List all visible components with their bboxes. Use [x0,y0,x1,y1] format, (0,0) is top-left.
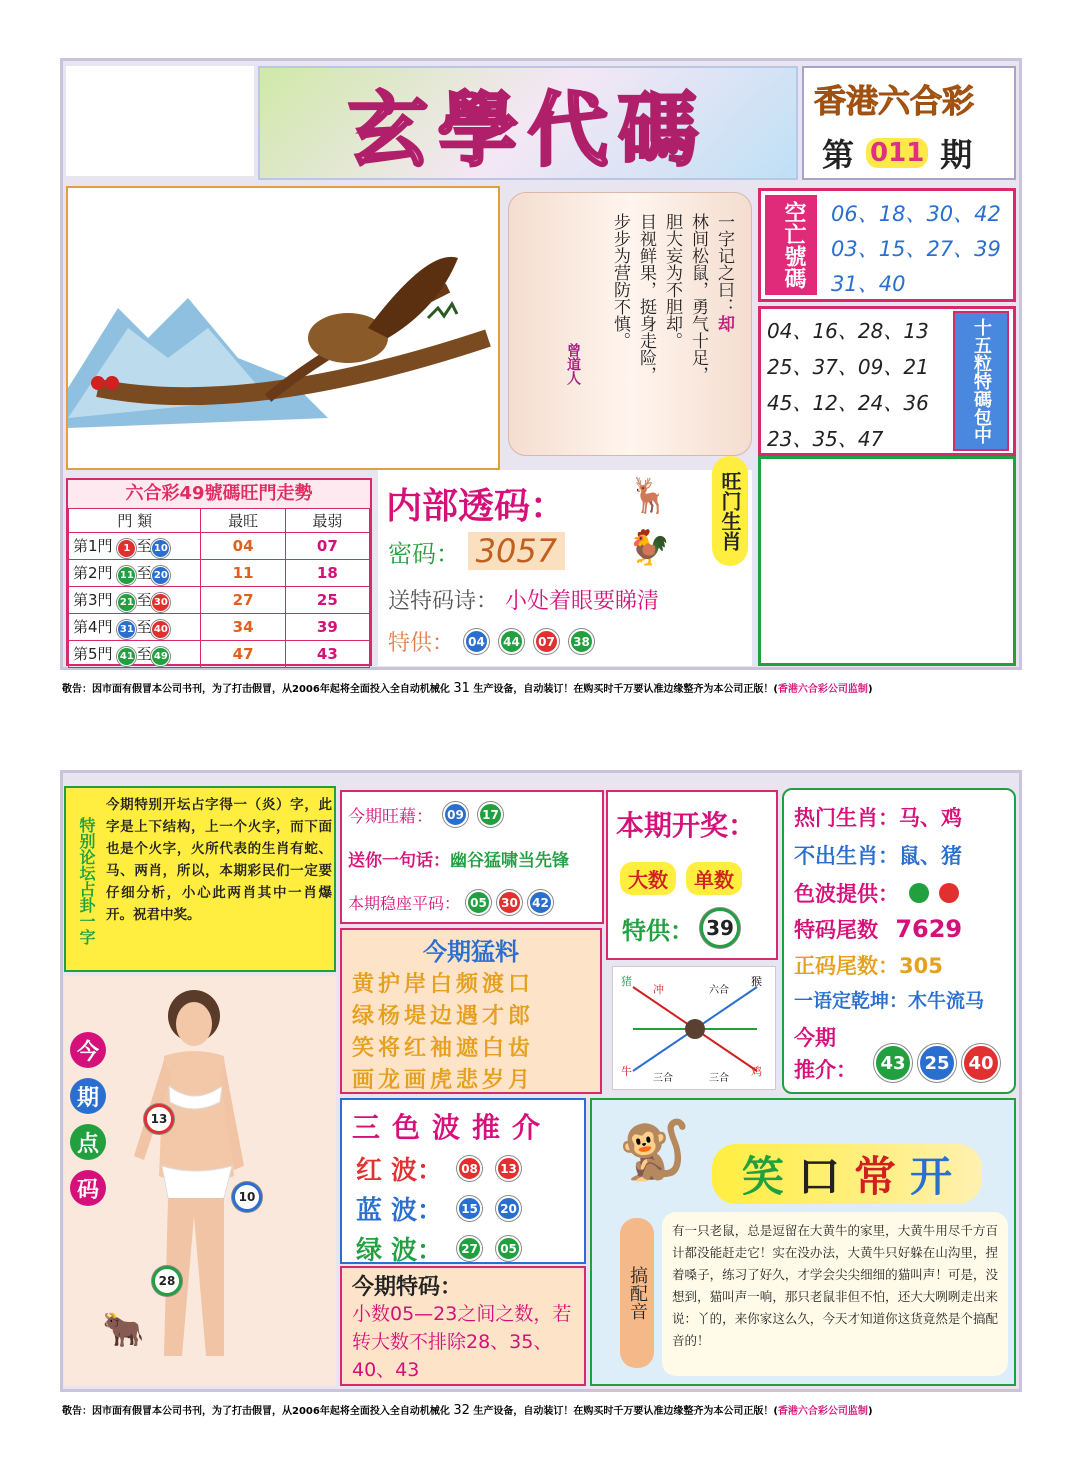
door-best: 34 [201,614,285,641]
forum-label: 特别论坛占卦一字 [77,817,96,945]
door-best: 11 [201,560,285,587]
footer-notice-31: 敬告：因市面有假冒本公司书刊，为了打击假冒，从2006年起将全面投入全自动机械化 31 生产设备，自动装订！在购买时千万要认准边缘整齐为本公司正版！(香港六合彩公司监制) [62,681,873,696]
door-from-ball: 21 [117,593,136,612]
issue-number: 第 011 期 [822,136,973,174]
special-code-text: 小数05—23之间之数，若转大数不排除28、35、40、43 [352,1303,572,1381]
fierce-title: 今期猛料 [423,938,519,966]
recommend-label: 今期 推介： [794,1026,857,1082]
pick-ball: 10 [232,1182,262,1212]
deer-icon: 🦌 [628,476,671,516]
pick-ball: 13 [144,1104,174,1134]
door-from-ball: 1 [117,539,136,558]
door-table: 門 類 最旺 最弱 第1門 1 至 10 04 07 第2門 11 至 20 11 18 第3門 21 至 30 27 25 第4門 31 至 40 34 39 第5門 41 至 49 47 43 [68,508,370,668]
wang-row: 今期旺藉： 09 17 [348,802,503,827]
empty-numbers-box [758,188,1016,302]
blue-wave-ball: 15 [457,1196,482,1221]
special-row: 特供： 04 44 07 38 [388,626,594,657]
draw-special-ball: 39 [700,908,740,948]
green-wave-ball: 27 [457,1236,482,1261]
door-worst: 25 [285,587,369,614]
secret-code: 3057 [468,532,565,570]
door-table-title: 六合彩49號碼旺門走勢 [68,480,370,508]
footer-notice-32: 敬告：因市面有假冒本公司书刊，为了打击假冒，从2006年起将全面投入全自动机械化 32 生产设备，自动装订！在购买时千万要认准边缘整齐为本公司正版！(香港六合彩公司监制) [62,1403,873,1418]
joke-label: 搞配音 [620,1218,654,1368]
door-best: 04 [201,533,285,560]
door-name: 第2門 [73,563,113,582]
inside-code-box [378,470,752,666]
empty-numbers-list: 06、18、30、42 03、15、27、39 31、40 [831,202,1001,296]
door-to-ball: 49 [151,647,170,666]
door-table-row: 第4門 31 至 40 34 39 [69,614,370,641]
secret-row: 密码： 3057 [388,532,565,570]
door-from-ball: 41 [117,647,136,666]
special-ball: 04 [464,629,489,654]
page-number: 31 [453,681,470,696]
door-name: 第4門 [73,617,113,636]
compass-diagram [612,966,776,1090]
recommend-balls [874,1044,1000,1082]
door-name: 第1門 [73,536,113,555]
draw-tags: 大数 单数 [620,862,742,895]
model-photo-area [64,976,336,1386]
forum-text: 今期特别开坛占字得一（炎）字，此字是上下结构，上一个火字，而下面也是个火字，火所代表的生肖有蛇、马、两肖，所以，本期彩民们一定要仔细分析，小心此两肖其中一肖爆开。祝君中奖。 [106,797,332,923]
fifteen-numbers-list: 04、16、28、13 25、37、09、21 45、12、24、36 23、35、47 [767,319,929,451]
door-worst: 18 [285,560,369,587]
door-worst: 39 [285,614,369,641]
door-from-ball: 11 [117,566,136,585]
door-table-row: 第5門 41 至 49 47 43 [69,641,370,668]
compass-label: 六合 [709,985,729,996]
page-number: 32 [453,1403,470,1418]
special-ball: 44 [499,629,524,654]
three-color-box [340,1098,586,1264]
monkey-icon: 🐒 [618,1116,691,1184]
tips-box [340,790,604,924]
send-poem-row: 送特码诗： 小处着眼要睇清 [388,589,660,614]
compass-label: 猴 [751,975,762,988]
door-best: 47 [201,641,285,668]
smile-box [590,1098,1016,1386]
ox-icon: 🐂 [102,1310,145,1350]
door-table-row: 第1門 1 至 10 04 07 [69,533,370,560]
green-wave-row: 绿 波： 27 05 [356,1230,521,1267]
door-to-ball: 10 [151,539,170,558]
phrase-row: 送你一句话：幽谷猛啸当先锋 [348,851,569,871]
poem-seal: 曾道人 [565,343,581,385]
inside-code-title: 内部透码： [386,486,567,527]
red-wave-ball: 13 [496,1156,521,1181]
poem-scroll [508,192,752,456]
pick-ball: 28 [152,1266,182,1296]
squirrel-drawing [68,188,498,468]
smile-title: 笑 口 常 开 [712,1144,982,1204]
door-name: 第5門 [73,644,113,663]
brand-name: 香港六合彩 [814,82,975,120]
info-box [782,788,1016,1094]
door-to-ball: 30 [151,593,170,612]
recommend-ball: 43 [874,1044,912,1082]
compass-label: 牛 [621,1065,632,1078]
red-dot-icon [939,883,959,903]
compass-label: 三合 [709,1073,729,1084]
fifteen-numbers-box [758,306,1016,456]
header-blank-box [66,66,254,176]
flat-ball: 30 [497,890,522,915]
wave-row: 色波提供： [794,878,959,908]
flat-row: 本期稳座平码： 05 30 42 [348,890,553,915]
compass-label: 三合 [653,1073,673,1084]
hot-zodiac-row: 热门生肖：马、鸡 [794,806,962,830]
joke-text: 有一只老鼠，总是逗留在大黄牛的家里，大黄牛用尽千方百计都没能赶走它！实在没办法，大黄牛只好躲在山沟里，捏着嗓子，练习了好久，才学会尖尖细细的猫叫声！可是，没想到，猫叫声一响，那只老鼠非但不怕，还大大咧咧走出来说：丫的，来你家这么久，今天才知道你这货竟然是个搞配音的！ [662,1212,1008,1376]
draw-box [606,790,778,960]
miss-zodiac-row: 不出生肖：鼠、猪 [794,844,962,868]
flat-ball: 42 [528,890,553,915]
door-worst: 07 [285,533,369,560]
green-dot-icon [909,883,929,903]
compass-label: 冲 [653,983,664,996]
door-table-box [66,478,372,666]
special-ball: 07 [534,629,559,654]
wang-ball: 09 [443,802,468,827]
blank-green-box [758,456,1016,666]
fierce-box [340,928,602,1094]
recommend-ball: 40 [962,1044,1000,1082]
title-banner [258,66,798,180]
door-name: 第3門 [73,590,113,609]
door-table-row: 第2門 11 至 20 11 18 [69,560,370,587]
red-wave-ball: 08 [457,1156,482,1181]
main-tail-row: 正码尾数：305 [794,954,943,978]
door-table-row: 第3門 21 至 30 27 25 [69,587,370,614]
wang-ball: 17 [478,802,503,827]
fifteen-numbers-label: 十五粒特碼包中 [953,311,1009,451]
draw-special-row: 特供： 39 [622,908,740,948]
blue-wave-ball: 20 [496,1196,521,1221]
three-color-title: 三色波推介 [352,1111,553,1144]
saying-row: 一语定乾坤：木牛流马 [794,990,985,1012]
compass-label: 猪 [621,975,632,988]
draw-title: 本期开奖： [616,809,757,842]
door-to-ball: 40 [151,620,170,639]
page-title: 玄學代碼 [348,82,708,177]
red-wave-row: 红 波： 08 13 [356,1150,521,1187]
special-ball: 38 [569,629,594,654]
blue-wave-row: 蓝 波： 15 20 [356,1190,521,1227]
forum-box [64,786,336,972]
pick-label: 今 期 点 码 [70,1032,106,1206]
door-worst: 43 [285,641,369,668]
fierce-lines: 黄护岸白频渡口 绿杨堤边遇才郎 笑将红袖遮白齿 画龙画虎悲岁月 [352,972,535,1093]
poem-columns: 一字记之曰：却 林间松鼠，勇气十足， 胆大妄为不胆却。 目视鲜果，挺身走险， 步步为营防不慎。 [610,213,734,383]
tail-row: 特码尾数 7629 [794,915,963,943]
green-wave-ball: 05 [496,1236,521,1261]
issue-box [802,66,1016,180]
compass-label: 鸡 [751,1065,762,1078]
zodiac-label: 旺门生肖 [712,456,748,566]
door-to-ball: 20 [151,566,170,585]
recommend-ball: 25 [918,1044,956,1082]
squirrel-illustration [66,186,500,470]
door-best: 27 [201,587,285,614]
door-from-ball: 31 [117,620,136,639]
special-code-title: 今期特码： [352,1275,463,1300]
special-code-box [340,1266,586,1386]
flat-ball: 05 [466,890,491,915]
rooster-icon: 🐓 [628,528,671,568]
empty-numbers-label: 空亡號碼 [765,195,817,295]
